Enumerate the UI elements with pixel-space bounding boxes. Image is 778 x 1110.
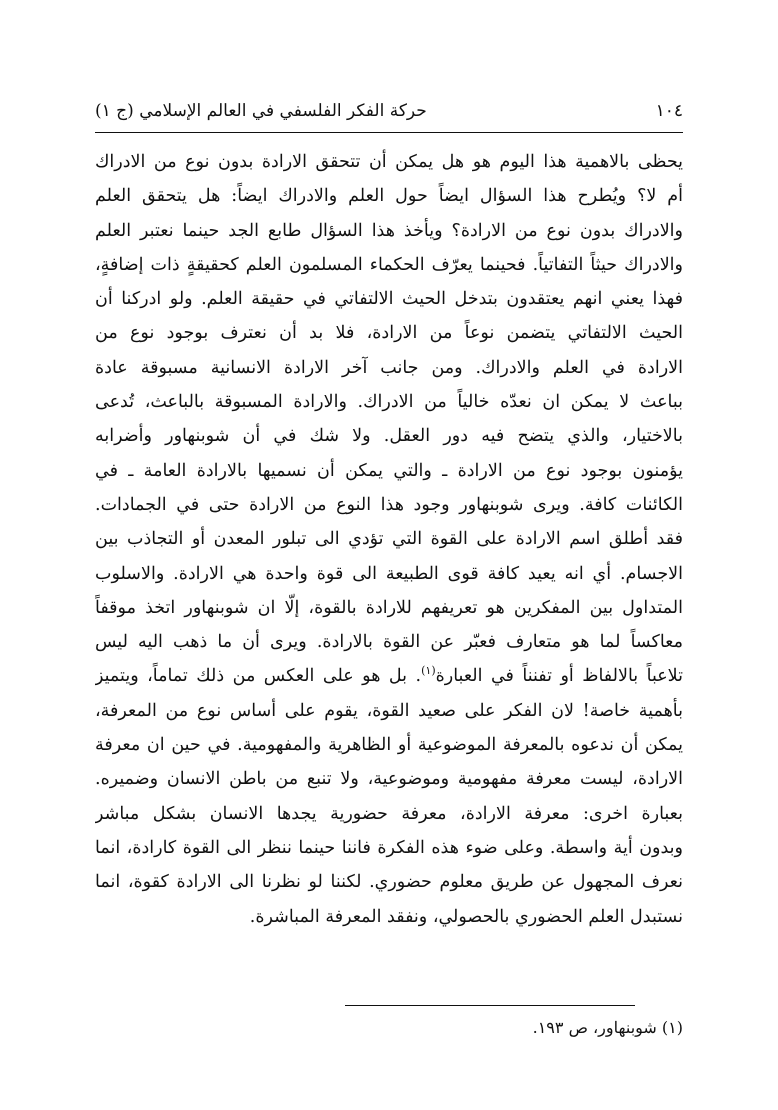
text-line: بأهمية خاصة! لان الفكر على صعيد القوة، يقوم على أساس نوع من المعرفة،: [95, 700, 683, 721]
text-segment: تلاعباً بالالفاظ أو تفنناً في العبارة: [435, 666, 683, 687]
running-title: حركة الفكر الفلسفي في العالم الإسلامي (ج ١): [95, 101, 427, 121]
text-line: الحيث الالتفاتي يتضمن نوعاً من الارادة، فلا بد أن نعترف بوجود نوع من: [95, 323, 683, 344]
text-line: معاكساً لما هو متعارف فعبّر عن القوة بالارادة. ويرى أن ما ذهب اليه ليس: [95, 632, 683, 653]
text-line: الاجسام. أي انه يعيد كافة قوى الطبيعة الى قوة واحدة هي الارادة. والاسلوب: [95, 563, 683, 584]
text-line: وبدون أية واسطة. وعلى ضوء هذه الفكرة فاننا حينما ننظر الى القوة كارادة، انما: [95, 837, 683, 858]
page-header: [95, 92, 683, 130]
text-line: نعرف المجهول عن طريق معلوم حضوري. لكننا لو نظرنا الى الارادة كقوة، انما: [95, 872, 683, 893]
footnote-ref[interactable]: (١): [421, 664, 436, 678]
body-text: [95, 145, 683, 934]
text-line-with-footnote-ref: [95, 659, 683, 693]
text-line: بعبارة اخرى: معرفة الارادة، معرفة حضورية يجدها الانسان بشكل مباشر: [95, 803, 683, 824]
text-line: الارادة في العلم والادراك. ومن جانب آخر الارادة الانسانية مسبوقة عادة: [95, 357, 683, 378]
page-number: ١٠٤: [655, 101, 683, 121]
text-line: يحظى بالاهمية هذا اليوم هو هل يمكن أن تتحقق الارادة بدون نوع من الادراك: [95, 152, 683, 172]
text-line: أم لا؟ ويُطرح هذا السؤال ايضاً حول العلم والادراك ايضاً: هل يتحقق العلم: [95, 186, 683, 207]
text-line: والادراك بدون نوع من الارادة؟ ويأخذ هذا السؤال طابع الجد حينما نعتبر العلم: [95, 220, 683, 241]
text-line: المتداول بين المفكرين هو تعريفهم للارادة بالقوة، إلّا ان شوبنهاور اتخذ موقفاً: [95, 597, 683, 618]
header-rule: [95, 132, 683, 133]
text-line: فقد أطلق اسم الارادة على القوة التي تؤدي الى تبلور المعدن أو التجاذب بين: [95, 529, 683, 550]
text-line: يؤمنون بوجود نوع من الارادة ـ والتي يمكن أن نسميها بالارادة العامة ـ في: [95, 460, 683, 481]
text-line: بالاختيار، والذي يتضح فيه دور العقل. ولا شك في أن شوبنهاور وأضرابه: [95, 426, 683, 447]
text-line: والادراك حيثاً التفاتياً. فحينما يعرّف الحكماء المسلمون العلم كحقيقةٍ ذات إضافةٍ،: [95, 254, 683, 275]
footnote: (١) شوبنهاور، ص ١٩٣.: [532, 1018, 683, 1037]
text-line: بباعث لا يمكن ان نعدّه خالياً من الادراك. والارادة المسبوقة بالباعث، تُدعى: [95, 392, 683, 413]
text-segment: . بل هو على العكس من ذلك تماماً، ويتميز: [95, 666, 422, 687]
text-line: الكائنات كافة. ويرى شوبنهاور وجود هذا النوع من الارادة حتى في الجمادات.: [95, 494, 683, 515]
text-line: نستبدل العلم الحضوري بالحصولي، ونفقد المعرفة المباشرة.: [249, 906, 683, 927]
text-line: يمكن أن ندعوه بالمعرفة الموضوعية أو الظاهرية والمفهومية. في حين ان معرفة: [95, 735, 683, 756]
text-line: فهذا يعني انهم يعتقدون بتدخل الحيث الالتفاتي في حقيقة العلم. ولو ادركنا أن: [95, 289, 683, 310]
footnote-rule: [345, 1005, 635, 1006]
text-line: الارادة، ليست معرفة مفهومية وموضوعية، ولا تنبع من باطن الانسان وضميره.: [95, 769, 683, 790]
